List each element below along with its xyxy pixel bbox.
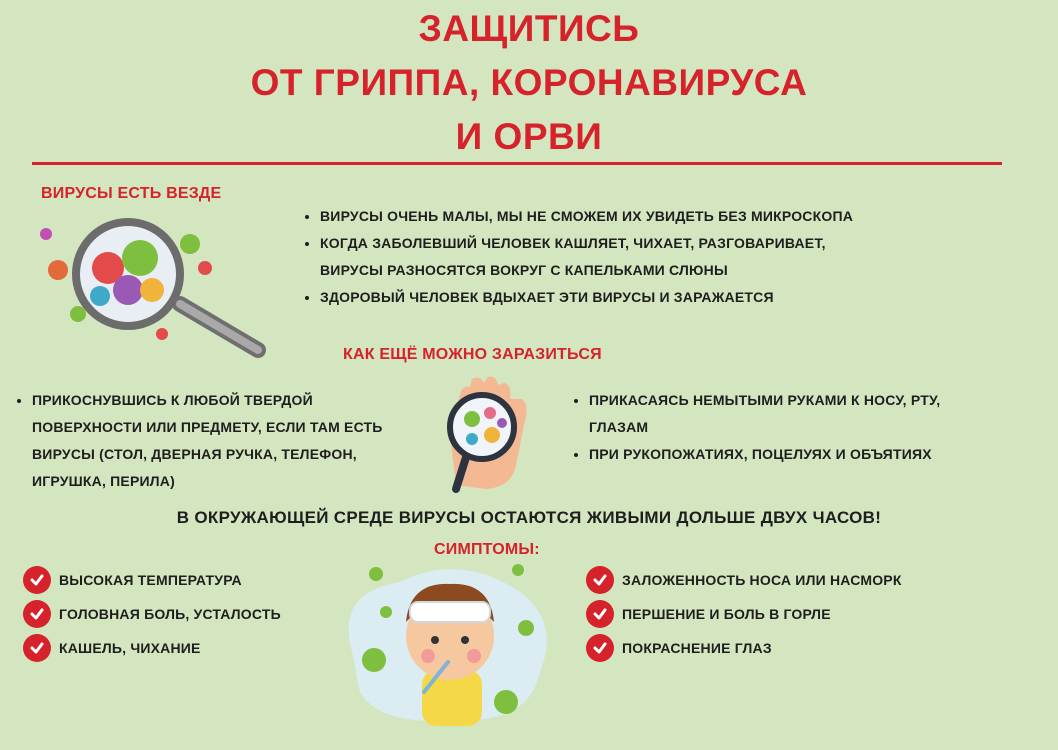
- infection-ways-right-list: [569, 387, 999, 468]
- page-title: [0, 2, 1058, 164]
- symptom-label: ВЫСОКАЯ ТЕМПЕРАТУРА: [59, 572, 242, 588]
- list-item: [23, 565, 281, 595]
- list-item: • ПРИКАСАЯСЬ НЕМЫТЫМИ РУКАМИ К НОСУ, РТУ, ГЛАЗАМ: [589, 387, 989, 441]
- check-icon: [586, 634, 614, 662]
- symptoms-right-list: [586, 565, 902, 663]
- list-item: • ПРИКОСНУВШИСЬ К ЛЮБОЙ ТВЕРДОЙ ПОВЕРХНОСТИ ИЛИ ПРЕДМЕТУ, ЕСЛИ ТАМ ЕСТЬ ВИРУСЫ (СТОЛ, ДВЕРНАЯ РУЧКА, ТЕЛЕФОН, ИГРУШКА, ПЕРИЛА): [32, 387, 407, 495]
- hand-magnifier-icon: [426, 375, 538, 495]
- infection-ways-left-list: [12, 387, 407, 495]
- list-item: [23, 633, 281, 663]
- title-line-3: И ОРВИ: [455, 116, 603, 157]
- magnifier-viruses-icon: [30, 218, 270, 366]
- section-heading-viruses-everywhere: ВИРУСЫ ЕСТЬ ВЕЗДЕ: [41, 185, 222, 202]
- section-heading-how-else-infected: КАК ЕЩЁ МОЖНО ЗАРАЗИТЬСЯ: [343, 346, 602, 363]
- virus-survival-notice: В ОКРУЖАЮЩЕЙ СРЕДЕ ВИРУСЫ ОСТАЮТСЯ ЖИВЫМИ ДОЛЬШЕ ДВУХ ЧАСОВ!: [176, 508, 882, 527]
- list-item: • ПРИ РУКОПОЖАТИЯХ, ПОЦЕЛУЯХ И ОБЪЯТИЯХ: [589, 441, 999, 468]
- viruses-everywhere-list: [300, 203, 920, 311]
- symptom-label: ПОКРАСНЕНИЕ ГЛАЗ: [622, 640, 772, 656]
- symptoms-left-list: [23, 565, 281, 663]
- list-item: • ЗДОРОВЫЙ ЧЕЛОВЕК ВДЫХАЕТ ЭТИ ВИРУСЫ И ЗАРАЖАЕТСЯ: [320, 284, 920, 311]
- title-line-2: ОТ ГРИППА, КОРОНАВИРУСА: [250, 62, 808, 103]
- list-item: [586, 633, 902, 663]
- list-item: • ВИРУСЫ ОЧЕНЬ МАЛЫ, МЫ НЕ СМОЖЕМ ИХ УВИДЕТЬ БЕЗ МИКРОСКОПА: [320, 203, 920, 230]
- list-item: [23, 599, 281, 629]
- sick-child-icon: [340, 552, 560, 732]
- check-icon: [23, 634, 51, 662]
- check-icon: [586, 600, 614, 628]
- check-icon: [23, 600, 51, 628]
- symptom-label: ПЕРШЕНИЕ И БОЛЬ В ГОРЛЕ: [622, 606, 831, 622]
- list-item: • КОГДА ЗАБОЛЕВШИЙ ЧЕЛОВЕК КАШЛЯЕТ, ЧИХАЕТ, РАЗГОВАРИВАЕТ, ВИРУСЫ РАЗНОСЯТСЯ ВОКРУГ С КАПЕЛЬКАМИ СЛЮНЫ: [320, 230, 890, 284]
- check-icon: [586, 566, 614, 594]
- title-divider: [32, 162, 1002, 165]
- symptom-label: ГОЛОВНАЯ БОЛЬ, УСТАЛОСТЬ: [59, 606, 281, 622]
- title-line-1: ЗАЩИТИСЬ: [418, 8, 640, 49]
- list-item: [586, 565, 902, 595]
- check-icon: [23, 566, 51, 594]
- section-heading-symptoms: СИМПТОМЫ:: [434, 541, 540, 558]
- symptom-label: КАШЕЛЬ, ЧИХАНИЕ: [59, 640, 201, 656]
- list-item: [586, 599, 902, 629]
- symptom-label: ЗАЛОЖЕННОСТЬ НОСА ИЛИ НАСМОРК: [622, 572, 902, 588]
